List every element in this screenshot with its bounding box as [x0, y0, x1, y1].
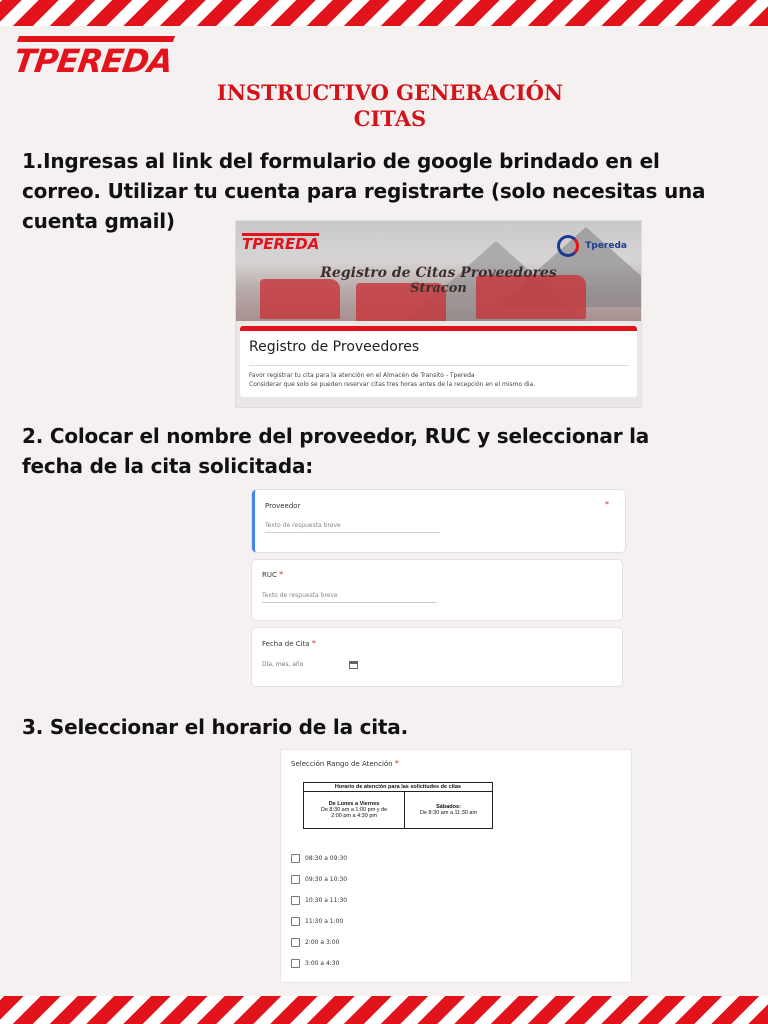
checkbox-option[interactable] [291, 938, 339, 947]
option-label: 2:00 a 3:00 [305, 939, 340, 946]
form-header-screenshot [235, 220, 642, 408]
calendar-icon[interactable] [349, 661, 358, 669]
required-mark: * [279, 570, 284, 579]
date-input[interactable]: Día, mes, año [262, 661, 304, 668]
schedule-label: Selección Rango de Atención [291, 760, 393, 768]
step-1-line: correo. Utilizar tu cuenta para registrarte (solo necesitas una [22, 179, 706, 203]
checkbox[interactable] [291, 938, 300, 947]
question-label [291, 759, 399, 768]
logo-text: TPEREDA [11, 42, 175, 80]
step-1-line: cuenta gmail) [22, 209, 175, 233]
table-cell-weekdays [304, 792, 405, 829]
question-proveedor[interactable] [252, 490, 625, 552]
page-title-line1: INSTRUCTIVO GENERACIÓN [216, 80, 564, 105]
page-title-line2: CITAS [353, 106, 427, 131]
table-title: Horario de atención para las solicitudes de citas [304, 783, 493, 792]
option-label: 3:00 a 4:30 [305, 960, 340, 967]
option-label: 08:30 a 09:30 [305, 855, 348, 862]
checkbox[interactable] [291, 896, 300, 905]
option-label: 11:30 a 1:00 [305, 918, 344, 925]
checkbox-option[interactable] [291, 959, 339, 968]
checkbox-option[interactable] [291, 875, 347, 884]
form-description: Considerar que solo se pueden reservar citas tres horas antes de la recepción en el mismo dia. [249, 381, 536, 388]
divider [249, 365, 629, 366]
question-label [262, 639, 316, 648]
form-banner [236, 221, 641, 321]
tpereda-logo [11, 34, 176, 80]
question-label: Proveedor [265, 502, 301, 510]
banner-logo-right-text: Tpereda [585, 241, 627, 251]
step-3-line: 3. Seleccionar el horario de la cita. [22, 715, 408, 739]
proveedor-input[interactable]: Texto de respuesta breve [265, 522, 440, 533]
question-label [262, 570, 283, 579]
weekdays-hours: De 8:30 am a 1:00 pm y de [320, 807, 388, 813]
step-2-line: 2. Colocar el nombre del proveedor, RUC y seleccionar la [22, 424, 650, 448]
step-1-line: 1.Ingresas al link del formulario de google brindado en el [22, 149, 660, 173]
step-2-line: fecha de la cita solicitada: [22, 454, 314, 478]
table-cell-saturday [405, 792, 493, 829]
option-label: 10:30 a 11:30 [305, 897, 348, 904]
banner-title: Registro de Citas Proveedores [320, 265, 557, 281]
required-mark: * [605, 500, 609, 509]
form-title-card [240, 326, 637, 397]
bottom-stripe-border [0, 996, 768, 1024]
ruc-label: RUC [262, 571, 277, 579]
question-fecha[interactable] [252, 628, 622, 686]
saturday-hours: De 8:30 am a 11:30 am [419, 810, 478, 816]
banner-logo-left: TPEREDA [242, 235, 320, 253]
checkbox[interactable] [291, 959, 300, 968]
weekdays-hours: 2:00 pm a 4:30 pm [331, 813, 377, 819]
step-2-text [22, 421, 752, 481]
checkbox[interactable] [291, 875, 300, 884]
schedule-question-screenshot [281, 750, 631, 982]
banner-subtitle: Stracon [410, 281, 467, 296]
checkbox[interactable] [291, 917, 300, 926]
question-ruc[interactable] [252, 560, 622, 620]
option-label: 09:30 a 10:30 [305, 876, 348, 883]
form-title: Registro de Proveedores [249, 339, 420, 355]
required-mark: * [394, 759, 399, 768]
checkbox[interactable] [291, 854, 300, 863]
checkbox-option[interactable] [291, 917, 343, 926]
fecha-label: Fecha de Cita [262, 640, 310, 648]
checkbox-option[interactable] [291, 854, 347, 863]
form-description: Favor registrar tu cita para la atención en el Almacén de Transito - Tpereda [249, 372, 475, 379]
schedule-table [303, 782, 493, 829]
saturday-head: Sábados: [436, 804, 461, 810]
banner-logo-right [557, 235, 627, 257]
required-mark: * [311, 639, 316, 648]
weekdays-head: De Lunes a Viernes [328, 801, 380, 807]
logo-ring-icon [557, 235, 579, 257]
checkbox-option[interactable] [291, 896, 347, 905]
ruc-input[interactable]: Texto de respuesta breve [262, 592, 437, 603]
top-stripe-border [0, 0, 768, 26]
step-3-text [22, 712, 752, 742]
